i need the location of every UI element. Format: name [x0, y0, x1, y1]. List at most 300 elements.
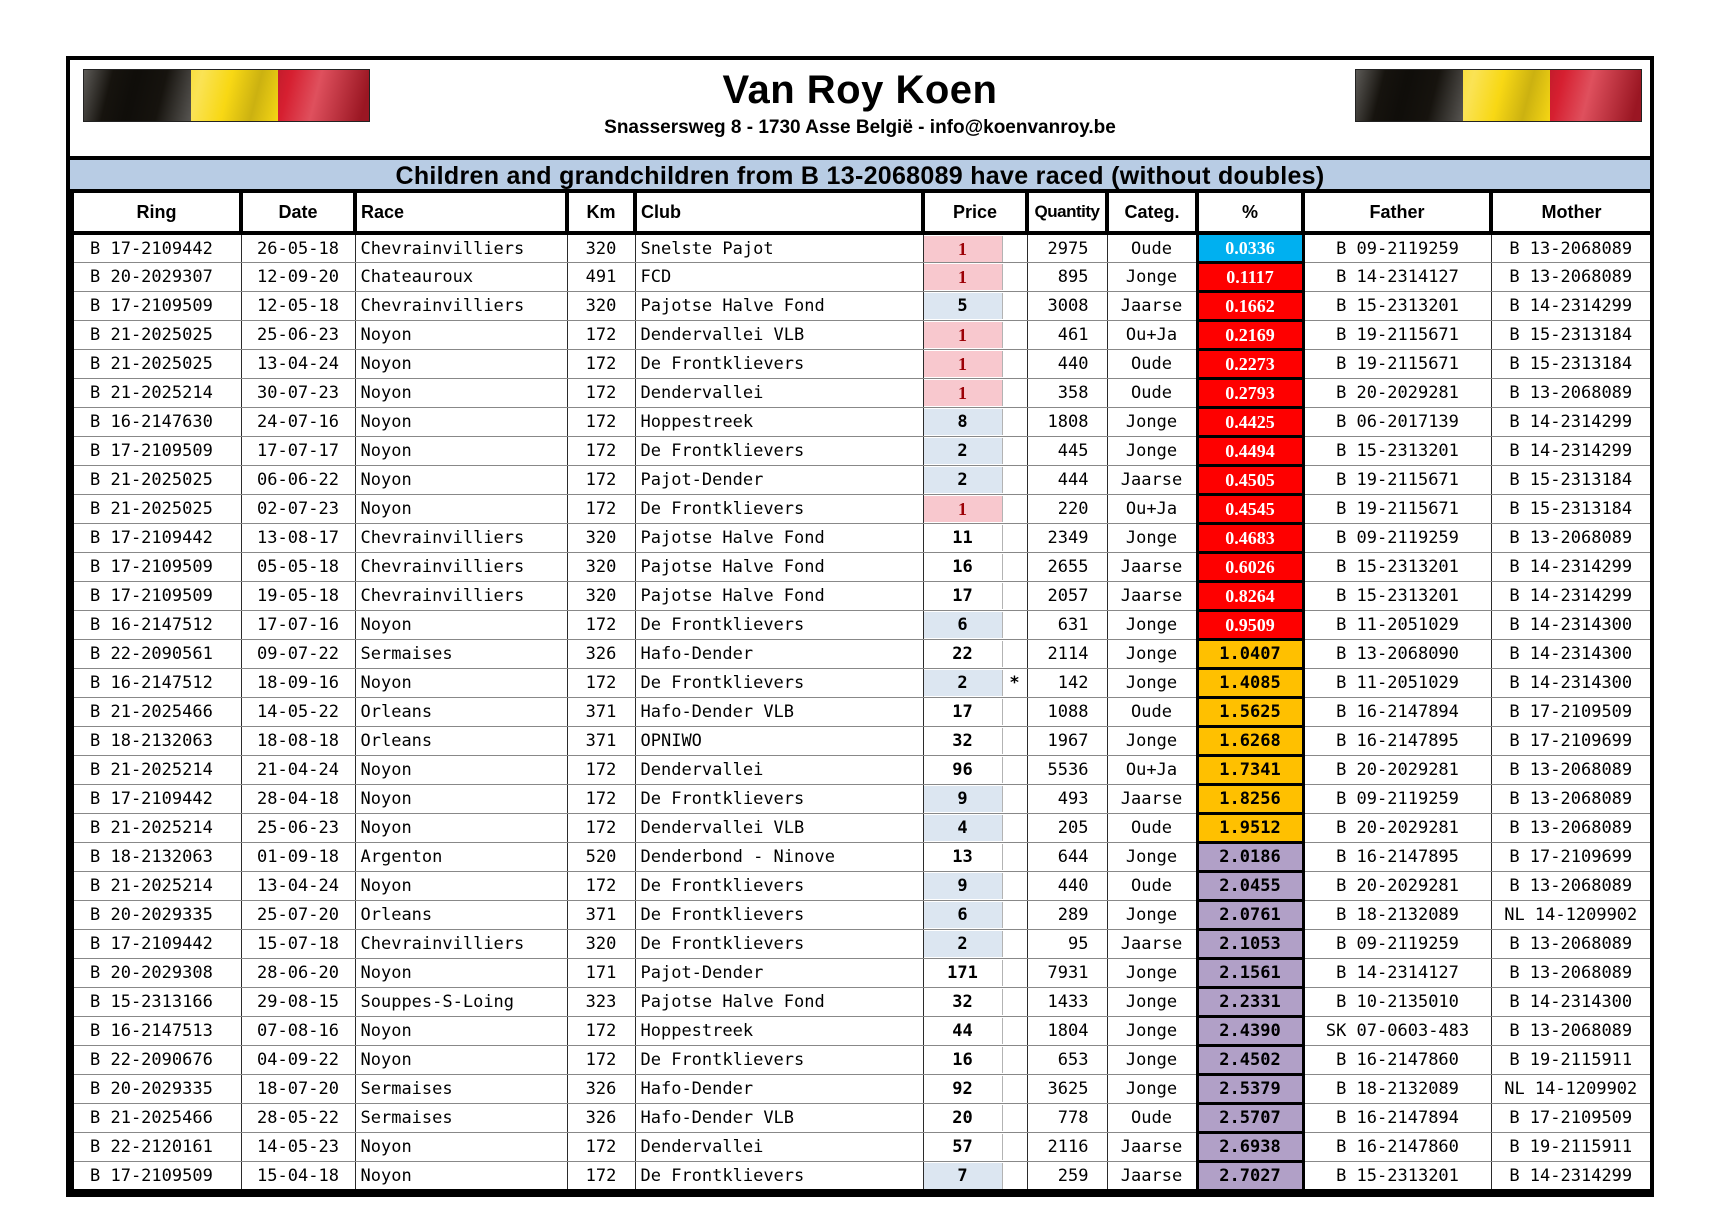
table-row — [72, 930, 1652, 959]
category-cell: Oude — [1107, 872, 1197, 901]
price-note-strip — [1002, 583, 1027, 609]
price-value: 1 — [924, 322, 1002, 348]
col-header-race: Race — [355, 191, 567, 233]
percentage-cell: 0.6026 — [1197, 553, 1303, 582]
father-cell: B 16-2147860 — [1303, 1046, 1491, 1075]
race-cell: Noyon — [355, 669, 567, 698]
km-cell: 172 — [567, 814, 635, 843]
percentage-cell: 0.2793 — [1197, 379, 1303, 408]
table-row — [72, 727, 1652, 756]
race-cell: Noyon — [355, 1046, 567, 1075]
father-cell: B 09-2119259 — [1303, 233, 1491, 263]
quantity-cell: 444 — [1027, 466, 1107, 495]
ring-cell: B 17-2109509 — [72, 1162, 241, 1192]
date-cell: 17-07-16 — [241, 611, 355, 640]
category-cell: Oude — [1107, 698, 1197, 727]
date-cell: 25-06-23 — [241, 321, 355, 350]
mother-cell: B 13-2068089 — [1491, 233, 1652, 263]
km-cell: 172 — [567, 437, 635, 466]
category-cell: Jaarse — [1107, 785, 1197, 814]
km-cell: 371 — [567, 698, 635, 727]
date-cell: 15-04-18 — [241, 1162, 355, 1192]
percentage-cell: 0.2273 — [1197, 350, 1303, 379]
table-row — [72, 1017, 1652, 1046]
father-cell: B 20-2029281 — [1303, 872, 1491, 901]
club-cell: Hafo-Dender VLB — [635, 698, 923, 727]
mother-cell: B 19-2115911 — [1491, 1133, 1652, 1162]
price-value: 6 — [924, 902, 1002, 928]
mother-cell: B 13-2068089 — [1491, 524, 1652, 553]
table-row — [72, 814, 1652, 843]
quantity-cell: 220 — [1027, 495, 1107, 524]
price-note-strip — [1002, 844, 1027, 870]
price-cell — [923, 233, 1027, 263]
price-value: 20 — [952, 1108, 973, 1128]
price-note-strip — [1002, 554, 1027, 580]
quantity-cell: 631 — [1027, 611, 1107, 640]
price-value: 57 — [952, 1137, 973, 1157]
price-value: 17 — [952, 702, 973, 722]
km-cell: 172 — [567, 1017, 635, 1046]
percentage-cell: 2.1561 — [1197, 959, 1303, 988]
club-cell: De Frontklievers — [635, 437, 923, 466]
race-cell: Noyon — [355, 437, 567, 466]
col-header-ring: Ring — [72, 191, 241, 233]
ring-cell: B 21-2025214 — [72, 872, 241, 901]
father-cell: B 19-2115671 — [1303, 350, 1491, 379]
club-cell: Dendervallei VLB — [635, 814, 923, 843]
percentage-cell: 1.7341 — [1197, 756, 1303, 785]
mother-cell: B 13-2068089 — [1491, 959, 1652, 988]
price-note-strip — [1002, 612, 1027, 638]
club-cell: Snelste Pajot — [635, 233, 923, 263]
price-cell — [923, 321, 1027, 350]
race-cell: Orleans — [355, 727, 567, 756]
table-row — [72, 872, 1652, 901]
price-note-strip — [1002, 699, 1027, 725]
km-cell: 172 — [567, 350, 635, 379]
quantity-cell: 653 — [1027, 1046, 1107, 1075]
quantity-cell: 445 — [1027, 437, 1107, 466]
km-cell: 172 — [567, 1162, 635, 1192]
quantity-cell: 1433 — [1027, 988, 1107, 1017]
category-cell: Oude — [1107, 1104, 1197, 1133]
father-cell: B 18-2132089 — [1303, 1075, 1491, 1104]
percentage-cell: 0.4425 — [1197, 408, 1303, 437]
quantity-cell: 1088 — [1027, 698, 1107, 727]
price-cell — [923, 379, 1027, 408]
price-cell — [923, 466, 1027, 495]
category-cell: Ou+Ja — [1107, 321, 1197, 350]
race-cell: Noyon — [355, 959, 567, 988]
father-cell: B 18-2132089 — [1303, 901, 1491, 930]
category-cell: Jonge — [1107, 901, 1197, 930]
quantity-cell: 289 — [1027, 901, 1107, 930]
father-cell: B 15-2313201 — [1303, 553, 1491, 582]
ring-cell: B 21-2025214 — [72, 814, 241, 843]
race-cell: Sermaises — [355, 640, 567, 669]
mother-cell: B 14-2314300 — [1491, 640, 1652, 669]
quantity-cell: 644 — [1027, 843, 1107, 872]
ring-cell: B 21-2025466 — [72, 698, 241, 727]
mother-cell: B 13-2068089 — [1491, 756, 1652, 785]
percentage-cell: 2.6938 — [1197, 1133, 1303, 1162]
quantity-cell: 2655 — [1027, 553, 1107, 582]
percentage-cell: 2.4502 — [1197, 1046, 1303, 1075]
race-cell: Noyon — [355, 1017, 567, 1046]
ring-cell: B 21-2025214 — [72, 756, 241, 785]
mother-cell: B 13-2068089 — [1491, 1017, 1652, 1046]
club-cell: Pajotse Halve Fond — [635, 524, 923, 553]
ring-cell: B 21-2025025 — [72, 466, 241, 495]
date-cell: 19-05-18 — [241, 582, 355, 611]
race-cell: Orleans — [355, 698, 567, 727]
quantity-cell: 259 — [1027, 1162, 1107, 1192]
club-cell: Pajot-Dender — [635, 959, 923, 988]
price-cell — [923, 930, 1027, 959]
date-cell: 01-09-18 — [241, 843, 355, 872]
price-cell — [923, 756, 1027, 785]
price-note-strip — [1002, 728, 1027, 754]
table-row — [72, 524, 1652, 553]
price-note-strip — [1002, 264, 1027, 290]
ring-cell: B 20-2029308 — [72, 959, 241, 988]
ring-cell: B 16-2147512 — [72, 669, 241, 698]
race-cell: Noyon — [355, 321, 567, 350]
table-row — [72, 350, 1652, 379]
col-header-father: Father — [1303, 191, 1491, 233]
mother-cell: B 14-2314300 — [1491, 611, 1652, 640]
ring-cell: B 18-2132063 — [72, 727, 241, 756]
father-cell: SK 07-0603-483 — [1303, 1017, 1491, 1046]
date-cell: 02-07-23 — [241, 495, 355, 524]
category-cell: Oude — [1107, 350, 1197, 379]
ring-cell: B 17-2109442 — [72, 233, 241, 263]
km-cell: 326 — [567, 1075, 635, 1104]
date-cell: 25-06-23 — [241, 814, 355, 843]
mother-cell: B 17-2109699 — [1491, 727, 1652, 756]
race-cell: Noyon — [355, 466, 567, 495]
table-row — [72, 292, 1652, 321]
km-cell: 326 — [567, 640, 635, 669]
price-value: 2 — [924, 438, 1002, 464]
price-note-strip — [1002, 931, 1027, 957]
section-banner: Children and grandchildren from B 13-2068089 have raced (without doubles) — [70, 156, 1650, 189]
table-row — [72, 611, 1652, 640]
mother-cell: B 14-2314300 — [1491, 988, 1652, 1017]
km-cell: 172 — [567, 669, 635, 698]
percentage-cell: 1.4085 — [1197, 669, 1303, 698]
km-cell: 172 — [567, 495, 635, 524]
percentage-cell: 0.4505 — [1197, 466, 1303, 495]
km-cell: 326 — [567, 1104, 635, 1133]
date-cell: 24-07-16 — [241, 408, 355, 437]
category-cell: Jonge — [1107, 1017, 1197, 1046]
quantity-cell: 142 — [1027, 669, 1107, 698]
father-cell: B 09-2119259 — [1303, 930, 1491, 959]
race-cell: Noyon — [355, 611, 567, 640]
category-cell: Jaarse — [1107, 582, 1197, 611]
percentage-cell: 1.6268 — [1197, 727, 1303, 756]
price-value: 11 — [952, 528, 973, 548]
ring-cell: B 20-2029335 — [72, 901, 241, 930]
price-cell — [923, 640, 1027, 669]
percentage-cell: 2.4390 — [1197, 1017, 1303, 1046]
club-cell: De Frontklievers — [635, 785, 923, 814]
percentage-cell: 0.4545 — [1197, 495, 1303, 524]
date-cell: 14-05-22 — [241, 698, 355, 727]
father-cell: B 13-2068090 — [1303, 640, 1491, 669]
club-cell: Hafo-Dender VLB — [635, 1104, 923, 1133]
table-row — [72, 698, 1652, 727]
club-cell: Pajotse Halve Fond — [635, 988, 923, 1017]
table-row — [72, 582, 1652, 611]
category-cell: Jonge — [1107, 843, 1197, 872]
price-note-strip — [1002, 438, 1027, 464]
km-cell: 172 — [567, 1046, 635, 1075]
col-header-km: Km — [567, 191, 635, 233]
race-cell: Noyon — [355, 872, 567, 901]
km-cell: 320 — [567, 292, 635, 321]
ring-cell: B 21-2025025 — [72, 350, 241, 379]
price-cell — [923, 524, 1027, 553]
club-cell: Denderbond - Ninove — [635, 843, 923, 872]
date-cell: 17-07-17 — [241, 437, 355, 466]
quantity-cell: 2114 — [1027, 640, 1107, 669]
father-cell: B 14-2314127 — [1303, 959, 1491, 988]
father-cell: B 19-2115671 — [1303, 321, 1491, 350]
mother-cell: B 15-2313184 — [1491, 466, 1652, 495]
percentage-cell: 0.9509 — [1197, 611, 1303, 640]
date-cell: 09-07-22 — [241, 640, 355, 669]
price-value: 1 — [924, 496, 1002, 522]
price-cell — [923, 959, 1027, 988]
club-cell: FCD — [635, 263, 923, 292]
table-row — [72, 1104, 1652, 1133]
mother-cell: B 14-2314299 — [1491, 408, 1652, 437]
ring-cell: B 17-2109442 — [72, 930, 241, 959]
km-cell: 320 — [567, 930, 635, 959]
price-cell — [923, 437, 1027, 466]
category-cell: Oude — [1107, 814, 1197, 843]
price-note-strip — [1002, 496, 1027, 522]
price-note-strip — [1002, 351, 1027, 377]
race-cell: Noyon — [355, 379, 567, 408]
ring-cell: B 21-2025466 — [72, 1104, 241, 1133]
price-value: 9 — [924, 873, 1002, 899]
col-header-date: Date — [241, 191, 355, 233]
km-cell: 172 — [567, 321, 635, 350]
price-note-strip — [1002, 409, 1027, 435]
km-cell: 172 — [567, 872, 635, 901]
race-cell: Sermaises — [355, 1075, 567, 1104]
race-cell: Chevrainvilliers — [355, 930, 567, 959]
price-cell — [923, 495, 1027, 524]
price-note-strip — [1002, 467, 1027, 493]
price-value: 32 — [952, 992, 973, 1012]
father-cell: B 16-2147894 — [1303, 698, 1491, 727]
price-cell — [923, 263, 1027, 292]
price-cell — [923, 1104, 1027, 1133]
price-value: 22 — [952, 644, 973, 664]
table-row — [72, 553, 1652, 582]
mother-cell: B 17-2109699 — [1491, 843, 1652, 872]
price-value: 16 — [952, 1050, 973, 1070]
price-value: 92 — [952, 1079, 973, 1099]
race-cell: Noyon — [355, 350, 567, 379]
mother-cell: B 14-2314299 — [1491, 553, 1652, 582]
quantity-cell: 358 — [1027, 379, 1107, 408]
date-cell: 25-07-20 — [241, 901, 355, 930]
category-cell: Jonge — [1107, 1046, 1197, 1075]
race-cell: Noyon — [355, 495, 567, 524]
club-cell: Hafo-Dender — [635, 640, 923, 669]
ring-cell: B 17-2109509 — [72, 553, 241, 582]
quantity-cell: 1808 — [1027, 408, 1107, 437]
race-cell: Noyon — [355, 1162, 567, 1192]
race-cell: Noyon — [355, 814, 567, 843]
race-cell: Souppes-S-Loing — [355, 988, 567, 1017]
km-cell: 172 — [567, 756, 635, 785]
date-cell: 28-04-18 — [241, 785, 355, 814]
father-cell: B 09-2119259 — [1303, 524, 1491, 553]
percentage-cell: 0.4683 — [1197, 524, 1303, 553]
mother-cell: B 14-2314299 — [1491, 1162, 1652, 1192]
report-header — [70, 60, 1650, 156]
quantity-cell: 1804 — [1027, 1017, 1107, 1046]
quantity-cell: 895 — [1027, 263, 1107, 292]
date-cell: 06-06-22 — [241, 466, 355, 495]
club-cell: Dendervallei — [635, 756, 923, 785]
club-cell: Dendervallei — [635, 379, 923, 408]
price-cell — [923, 901, 1027, 930]
date-cell: 26-05-18 — [241, 233, 355, 263]
club-cell: De Frontklievers — [635, 1046, 923, 1075]
ring-cell: B 18-2132063 — [72, 843, 241, 872]
km-cell: 172 — [567, 466, 635, 495]
price-cell — [923, 988, 1027, 1017]
price-cell — [923, 1017, 1027, 1046]
table-row — [72, 495, 1652, 524]
date-cell: 13-04-24 — [241, 872, 355, 901]
table-row — [72, 1046, 1652, 1075]
table-row — [72, 233, 1652, 263]
club-cell: De Frontklievers — [635, 350, 923, 379]
price-value: 96 — [952, 760, 973, 780]
price-cell — [923, 843, 1027, 872]
date-cell: 29-08-15 — [241, 988, 355, 1017]
mother-cell: B 17-2109509 — [1491, 1104, 1652, 1133]
table-row — [72, 408, 1652, 437]
price-cell — [923, 814, 1027, 843]
club-cell: De Frontklievers — [635, 872, 923, 901]
km-cell: 520 — [567, 843, 635, 872]
club-cell: Pajotse Halve Fond — [635, 582, 923, 611]
percentage-cell: 0.0336 — [1197, 233, 1303, 263]
mother-cell: B 14-2314299 — [1491, 292, 1652, 321]
quantity-cell: 2349 — [1027, 524, 1107, 553]
category-cell: Jonge — [1107, 669, 1197, 698]
father-cell: B 16-2147895 — [1303, 727, 1491, 756]
table-row — [72, 466, 1652, 495]
col-header-club: Club — [635, 191, 923, 233]
race-cell: Noyon — [355, 408, 567, 437]
mother-cell: B 13-2068089 — [1491, 263, 1652, 292]
price-note-strip — [1002, 1163, 1027, 1189]
price-value: 1 — [924, 351, 1002, 377]
race-cell: Argenton — [355, 843, 567, 872]
category-cell: Jaarse — [1107, 292, 1197, 321]
club-cell: De Frontklievers — [635, 1162, 923, 1192]
price-note-strip — [1002, 815, 1027, 841]
ring-cell: B 20-2029307 — [72, 263, 241, 292]
race-cell: Orleans — [355, 901, 567, 930]
father-cell: B 20-2029281 — [1303, 814, 1491, 843]
percentage-cell: 0.2169 — [1197, 321, 1303, 350]
table-row — [72, 263, 1652, 292]
km-cell: 172 — [567, 611, 635, 640]
date-cell: 14-05-23 — [241, 1133, 355, 1162]
category-cell: Jonge — [1107, 959, 1197, 988]
quantity-cell: 3625 — [1027, 1075, 1107, 1104]
price-value: 17 — [952, 586, 973, 606]
date-cell: 13-08-17 — [241, 524, 355, 553]
category-cell: Jaarse — [1107, 930, 1197, 959]
percentage-cell: 1.9512 — [1197, 814, 1303, 843]
km-cell: 172 — [567, 408, 635, 437]
date-cell: 13-04-24 — [241, 350, 355, 379]
price-cell — [923, 1046, 1027, 1075]
price-value: 5 — [924, 293, 1002, 319]
price-cell — [923, 350, 1027, 379]
father-cell: B 11-2051029 — [1303, 611, 1491, 640]
table-row — [72, 1162, 1652, 1192]
ring-cell: B 22-2090676 — [72, 1046, 241, 1075]
percentage-cell: 1.0407 — [1197, 640, 1303, 669]
price-value: 2 — [924, 670, 1002, 696]
category-cell: Jaarse — [1107, 1133, 1197, 1162]
col-header-mother: Mother — [1491, 191, 1652, 233]
father-cell: B 16-2147895 — [1303, 843, 1491, 872]
percentage-cell: 2.1053 — [1197, 930, 1303, 959]
category-cell: Jonge — [1107, 640, 1197, 669]
category-cell: Jonge — [1107, 988, 1197, 1017]
col-header-quantity: Quantity — [1027, 191, 1107, 233]
club-cell: De Frontklievers — [635, 901, 923, 930]
race-cell: Chateauroux — [355, 263, 567, 292]
table-row — [72, 669, 1652, 698]
price-note-strip — [1002, 786, 1027, 812]
club-cell: Hoppestreek — [635, 1017, 923, 1046]
quantity-cell: 778 — [1027, 1104, 1107, 1133]
mother-cell: NL 14-1209902 — [1491, 1075, 1652, 1104]
father-cell: B 16-2147860 — [1303, 1133, 1491, 1162]
race-cell: Chevrainvilliers — [355, 524, 567, 553]
table-row — [72, 959, 1652, 988]
ring-cell: B 16-2147513 — [72, 1017, 241, 1046]
price-value: 9 — [924, 786, 1002, 812]
percentage-cell: 0.8264 — [1197, 582, 1303, 611]
price-value: 6 — [924, 612, 1002, 638]
table-row — [72, 321, 1652, 350]
club-cell: Pajot-Dender — [635, 466, 923, 495]
father-cell: B 14-2314127 — [1303, 263, 1491, 292]
quantity-cell: 1967 — [1027, 727, 1107, 756]
percentage-cell: 2.0761 — [1197, 901, 1303, 930]
belgian-flag-right-icon — [1355, 69, 1642, 122]
km-cell: 172 — [567, 785, 635, 814]
percentage-cell: 2.5379 — [1197, 1075, 1303, 1104]
